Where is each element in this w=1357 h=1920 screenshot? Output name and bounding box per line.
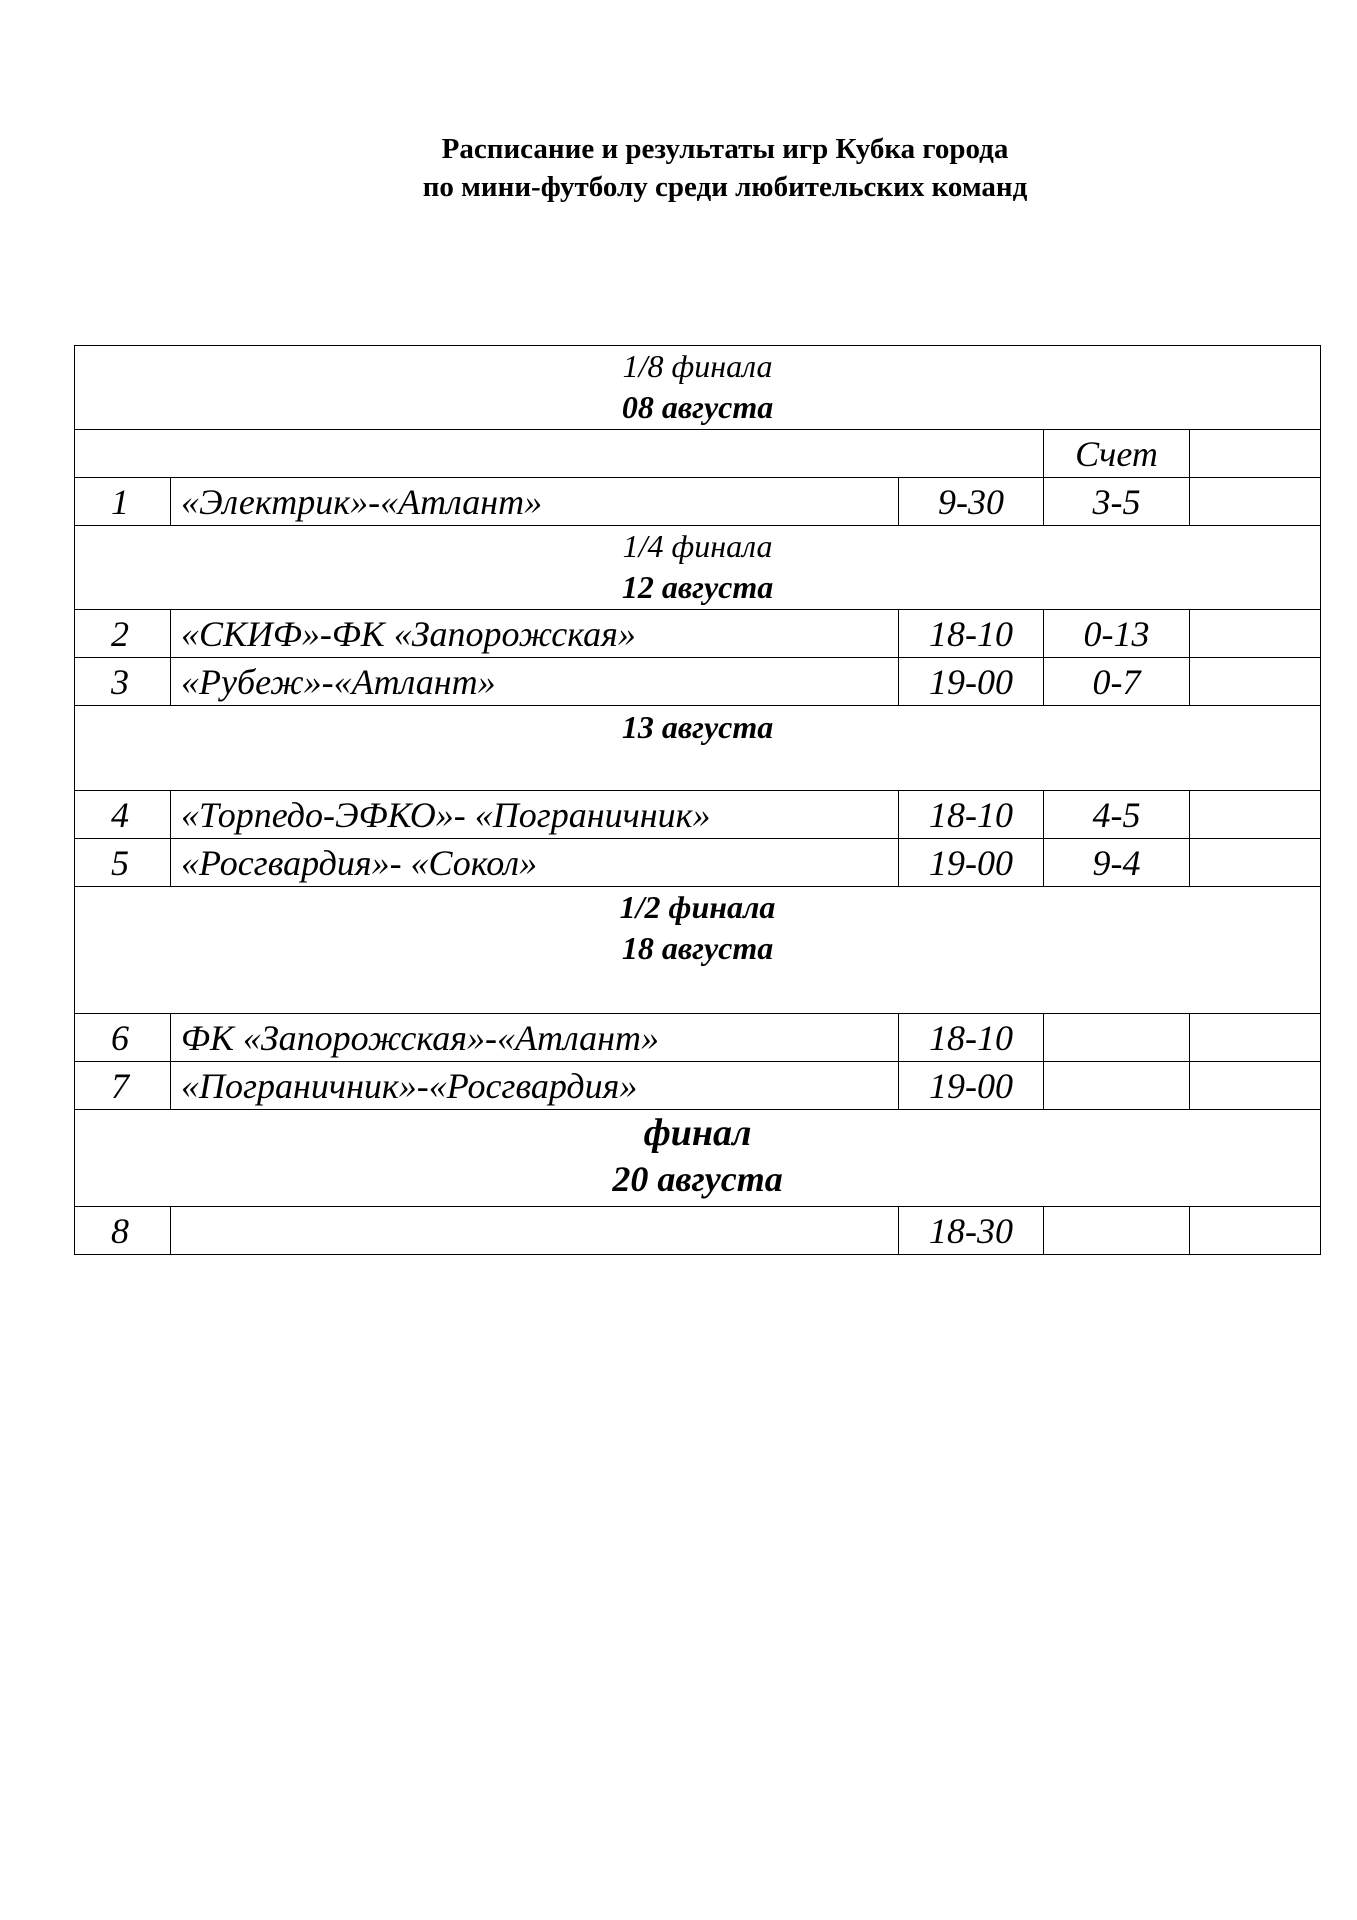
match-teams: «Росгвардия»- «Сокол» bbox=[171, 839, 899, 887]
extra-cell bbox=[1190, 1207, 1321, 1255]
match-number: 4 bbox=[75, 791, 171, 839]
column-header-row bbox=[75, 430, 1321, 478]
match-number: 2 bbox=[75, 610, 171, 658]
match-score bbox=[1044, 1207, 1190, 1255]
match-score: 0-13 bbox=[1044, 610, 1190, 658]
stage-date-label: 20 августа bbox=[612, 1159, 783, 1199]
extra-cell bbox=[1190, 791, 1321, 839]
match-score bbox=[1044, 1014, 1190, 1062]
title-line-2: по мини-футболу среди любительских команд bbox=[422, 171, 1028, 203]
match-score bbox=[1044, 1062, 1190, 1110]
match-score: 3-5 bbox=[1044, 478, 1190, 526]
match-teams: «СКИФ»-ФК «Запорожская» bbox=[171, 610, 899, 658]
match-teams: ФК «Запорожская»-«Атлант» bbox=[171, 1014, 899, 1062]
extra-cell bbox=[1190, 658, 1321, 706]
match-time: 18-10 bbox=[899, 610, 1044, 658]
stage-round-label: 1/8 финала bbox=[622, 348, 773, 384]
match-number: 8 bbox=[75, 1207, 171, 1255]
stage-round-label: 1/4 финала bbox=[622, 528, 773, 564]
match-teams: «Пограничник»-«Росгвардия» bbox=[171, 1062, 899, 1110]
match-row bbox=[75, 839, 1321, 887]
extra-cell bbox=[1190, 478, 1321, 526]
match-row bbox=[75, 791, 1321, 839]
stage-header-row bbox=[75, 706, 1321, 791]
match-row bbox=[75, 1014, 1321, 1062]
match-row bbox=[75, 658, 1321, 706]
match-teams: «Электрик»-«Атлант» bbox=[171, 478, 899, 526]
stage-date-label: 13 августа bbox=[621, 709, 774, 745]
match-number: 5 bbox=[75, 839, 171, 887]
match-teams: «Рубеж»-«Атлант» bbox=[171, 658, 899, 706]
stage-header-row bbox=[75, 526, 1321, 610]
match-time: 18-30 bbox=[899, 1207, 1044, 1255]
extra-cell bbox=[1190, 430, 1321, 478]
match-score: 4-5 bbox=[1044, 791, 1190, 839]
schedule-table bbox=[74, 345, 1321, 1255]
match-number: 3 bbox=[75, 658, 171, 706]
match-time: 19-00 bbox=[899, 839, 1044, 887]
column-header-blank bbox=[75, 430, 1044, 478]
stage-header-row bbox=[75, 346, 1321, 430]
stage-date-label: 08 августа bbox=[621, 389, 774, 425]
match-row bbox=[75, 1062, 1321, 1110]
match-number: 1 bbox=[75, 478, 171, 526]
match-row bbox=[75, 610, 1321, 658]
match-time: 19-00 bbox=[899, 1062, 1044, 1110]
match-score: 9-4 bbox=[1044, 839, 1190, 887]
stage-round-label: финал bbox=[643, 1112, 752, 1154]
score-column-header: Счет bbox=[1044, 430, 1190, 478]
stage-header bbox=[75, 526, 1321, 610]
match-number: 6 bbox=[75, 1014, 171, 1062]
extra-cell bbox=[1190, 1062, 1321, 1110]
page-title bbox=[0, 130, 1357, 206]
match-time: 18-10 bbox=[899, 1014, 1044, 1062]
stage-header-row bbox=[75, 1110, 1321, 1207]
stage-header bbox=[75, 706, 1321, 791]
stage-header bbox=[75, 346, 1321, 430]
stage-date-label: 18 августа bbox=[621, 930, 774, 966]
match-teams bbox=[171, 1207, 899, 1255]
match-row bbox=[75, 1207, 1321, 1255]
match-time: 19-00 bbox=[899, 658, 1044, 706]
match-number: 7 bbox=[75, 1062, 171, 1110]
match-time: 18-10 bbox=[899, 791, 1044, 839]
extra-cell bbox=[1190, 839, 1321, 887]
title-line-1: Расписание и результаты игр Кубка города bbox=[441, 133, 1009, 165]
match-teams: «Торпедо-ЭФКО»- «Пограничник» bbox=[171, 791, 899, 839]
stage-header bbox=[75, 1110, 1321, 1207]
match-time: 9-30 bbox=[899, 478, 1044, 526]
stage-round-label: 1/2 финала bbox=[619, 889, 776, 925]
stage-header-row bbox=[75, 887, 1321, 1014]
match-score: 0-7 bbox=[1044, 658, 1190, 706]
extra-cell bbox=[1190, 1014, 1321, 1062]
extra-cell bbox=[1190, 610, 1321, 658]
match-row bbox=[75, 478, 1321, 526]
stage-date-label: 12 августа bbox=[621, 569, 774, 605]
stage-header bbox=[75, 887, 1321, 1014]
